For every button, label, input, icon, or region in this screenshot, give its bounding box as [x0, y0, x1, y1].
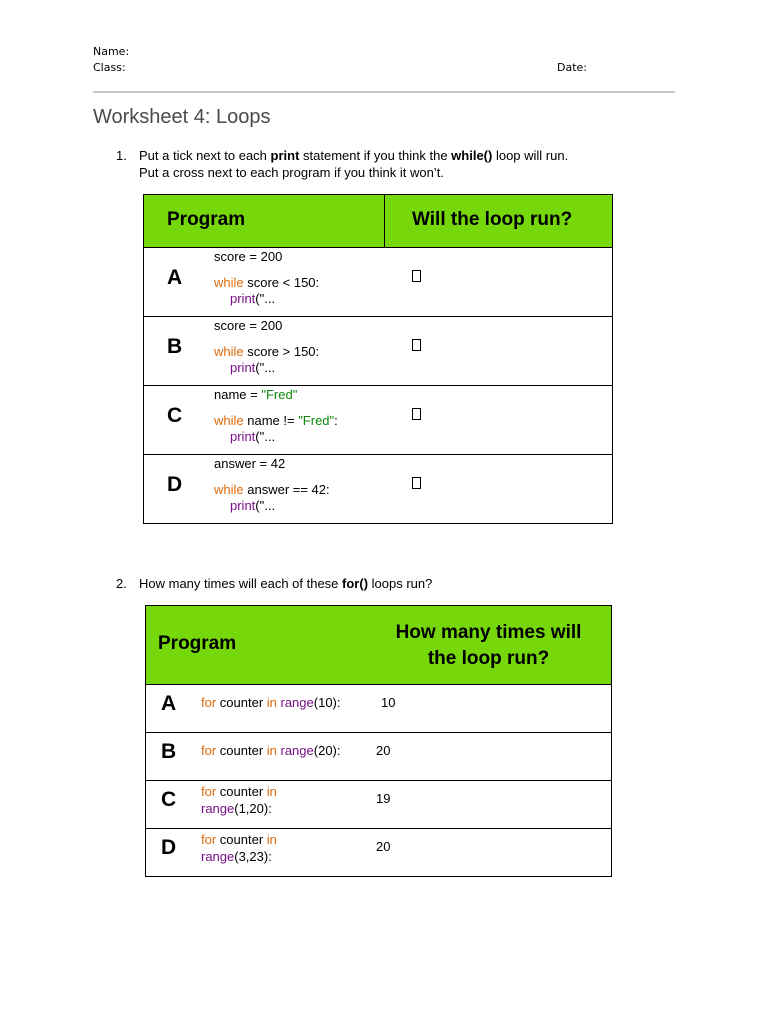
answer-checkbox[interactable] — [412, 270, 421, 282]
question-1-number: 1. — [116, 148, 127, 163]
while-loop-table — [143, 194, 613, 524]
answer-value: 20 — [376, 743, 391, 758]
code-line-print: print("... — [230, 429, 276, 444]
row-letter: A — [161, 692, 177, 715]
run-column-header: Will the loop run? — [412, 209, 573, 230]
program-column-header: Program — [158, 633, 237, 654]
answer-value: 20 — [376, 839, 391, 854]
name-label: Name: — [93, 45, 130, 58]
question-1-line-2: Put a cross next to each program if you think it won’t. — [139, 165, 444, 180]
date-label: Date: — [557, 61, 587, 74]
code-line-for: for counter in — [201, 784, 277, 799]
answer-value: 19 — [376, 791, 391, 806]
answer-checkbox[interactable] — [412, 408, 421, 420]
class-label: Class: — [93, 61, 126, 74]
code-line-while: while name != "Fred": — [214, 413, 338, 428]
for-loop-table — [145, 605, 612, 877]
code-line-while: while score < 150: — [214, 275, 320, 290]
program-column-header: Program — [167, 209, 246, 230]
times-column-header: How many times will the loop run? — [395, 622, 582, 669]
row-letter: C — [167, 404, 183, 427]
table-row — [146, 781, 612, 829]
code-line-range: range(1,20): — [201, 801, 272, 816]
answer-checkbox[interactable] — [412, 339, 421, 351]
code-line-while: while answer == 42: — [214, 482, 330, 497]
header-divider — [93, 91, 675, 93]
table-row — [144, 386, 613, 455]
table-header-row — [146, 606, 612, 685]
table-row — [146, 733, 612, 781]
table-row — [144, 455, 613, 524]
question-2-number: 2. — [116, 576, 127, 591]
table-header-row — [144, 195, 613, 248]
answer-value: 10 — [381, 695, 396, 710]
code-line-for: for counter in range(20): — [201, 743, 341, 758]
table-row — [146, 829, 612, 877]
row-letter: B — [161, 740, 177, 763]
code-line-assign: score = 200 — [214, 318, 283, 333]
row-letter: D — [167, 473, 183, 496]
table-row — [146, 685, 612, 733]
answer-checkbox[interactable] — [412, 477, 421, 489]
worksheet-title: Worksheet 4: Loops — [93, 106, 271, 128]
row-letter: D — [161, 836, 177, 859]
code-line-print: print("... — [230, 498, 276, 513]
code-line-print: print("... — [230, 291, 276, 306]
code-line-for: for counter in — [201, 832, 277, 847]
code-line-range: range(3,23): — [201, 849, 272, 864]
code-line-while: while score > 150: — [214, 344, 320, 359]
row-letter: A — [167, 266, 183, 289]
table-row — [144, 248, 613, 317]
code-line-for: for counter in range(10): — [201, 695, 341, 710]
question-1-line-1: Put a tick next to each print statement if you think the while() loop will run. — [139, 148, 569, 163]
table-row — [144, 317, 613, 386]
code-line-print: print("... — [230, 360, 276, 375]
code-line-assign: name = "Fred" — [214, 387, 298, 402]
code-line-assign: score = 200 — [214, 249, 283, 264]
code-line-assign: answer = 42 — [214, 456, 286, 471]
question-2-text: How many times will each of these for() loops run? — [139, 576, 433, 591]
row-letter: B — [167, 335, 183, 358]
row-letter: C — [161, 788, 177, 811]
